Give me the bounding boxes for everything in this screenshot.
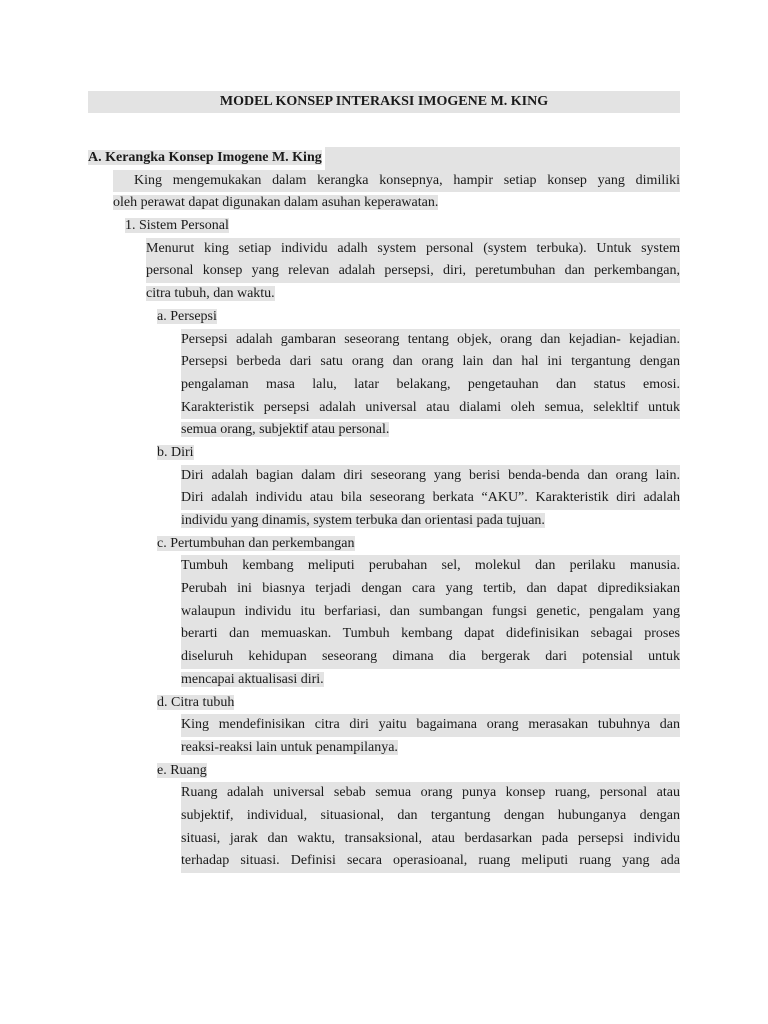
item-heading: d. Citra tubuh — [157, 694, 235, 710]
sub1-heading: 1. Sistem Personal — [125, 218, 229, 234]
item-line: Karakteristik persepsi adalah universal atau dialami oleh semua, selekltif untuk — [181, 397, 680, 420]
item-heading: b. Diri — [157, 444, 194, 460]
item-line: terhadap situasi. Definisi secara operasioanal, ruang meliputi ruang yang ada — [181, 850, 680, 873]
item-heading-line — [157, 692, 680, 715]
sub1-line: citra tubuh, dan waktu. — [146, 286, 275, 302]
item-heading: a. Persepsi — [157, 308, 217, 324]
intro-line: oleh perawat dapat digunakan dalam asuhan keperawatan. — [113, 195, 439, 211]
sub1-line: Menurut king setiap individu adalh system personal (system terbuka). Untuk system — [146, 238, 680, 261]
item-line: reaksi-reaksi lain untuk penampilanya. — [181, 739, 398, 755]
document-title: MODEL KONSEP INTERAKSI IMOGENE M. KING — [88, 91, 680, 113]
item-line: individu yang dinamis, system terbuka dan orientasi pada tujuan. — [181, 513, 545, 528]
item-heading-line — [157, 533, 680, 556]
item-line: Diri adalah individu atau bila seseorang berkata “AKU”. Karakteristik diri adalah — [181, 487, 680, 510]
item-line: Persepsi adalah gambaran seseorang tentang objek, orang dan kejadian- kejadian. — [181, 329, 680, 352]
item-heading: c. Pertumbuhan dan perkembangan — [157, 535, 355, 551]
item-heading-line — [157, 442, 680, 465]
item-line: situasi, jarak dan waktu, transaksional, atau berdasarkan pada persepsi individu — [181, 828, 680, 851]
section-a-heading: A. Kerangka Konsep Imogene M. King — [88, 150, 322, 165]
item-line: subjektif, individual, situasional, dan tergantung dengan hubunganya dengan — [181, 805, 680, 828]
item-line: King mendefinisikan citra diri yaitu bagaimana orang merasakan tubuhnya dan — [181, 714, 680, 737]
section-a-heading-line — [88, 147, 680, 170]
intro-line: King mengemukakan dalam kerangka konsepnya, hampir setiap konsep yang dimiliki — [113, 170, 680, 193]
item-line: walaupun individu itu berfariasi, dan sumbangan fungsi genetic, pengalam yang — [181, 601, 680, 624]
sub1-heading-line — [125, 215, 680, 238]
sub1-line: personal konsep yang relevan adalah persepsi, diri, peretumbuhan dan perkembangan, — [146, 260, 680, 283]
item-line: Tumbuh kembang meliputi perubahan sel, molekul dan perilaku manusia. — [181, 555, 680, 578]
item-line: Perubah ini biasnya terjadi dengan cara yang tertib, dan dapat diprediksiakan — [181, 578, 680, 601]
item-line: semua orang, subjektif atau personal. — [181, 422, 390, 438]
item-line: Persepsi berbeda dari satu orang dan orang lain dan hal ini tergantung dengan — [181, 351, 680, 374]
item-line: mencapai aktualisasi diri. — [181, 671, 324, 687]
document-body — [88, 147, 680, 873]
item-heading-line — [157, 760, 680, 783]
item-line: pengalaman masa lalu, latar belakang, pengetauhan dan status emosi. — [181, 374, 680, 397]
item-line: Diri adalah bagian dalam diri seseorang yang berisi benda-benda dan orang lain. — [181, 465, 680, 488]
item-line: Ruang adalah universal sebab semua orang punya konsep ruang, personal atau — [181, 782, 680, 805]
item-heading: e. Ruang — [157, 762, 207, 778]
item-heading-line — [157, 306, 680, 329]
item-line: diseluruh kehidupan seseorang dimana dia bergerak dari potensial untuk — [181, 646, 680, 669]
item-line: berarti dan memuaskan. Tumbuh kembang dapat didefinisikan sebagai proses — [181, 623, 680, 646]
